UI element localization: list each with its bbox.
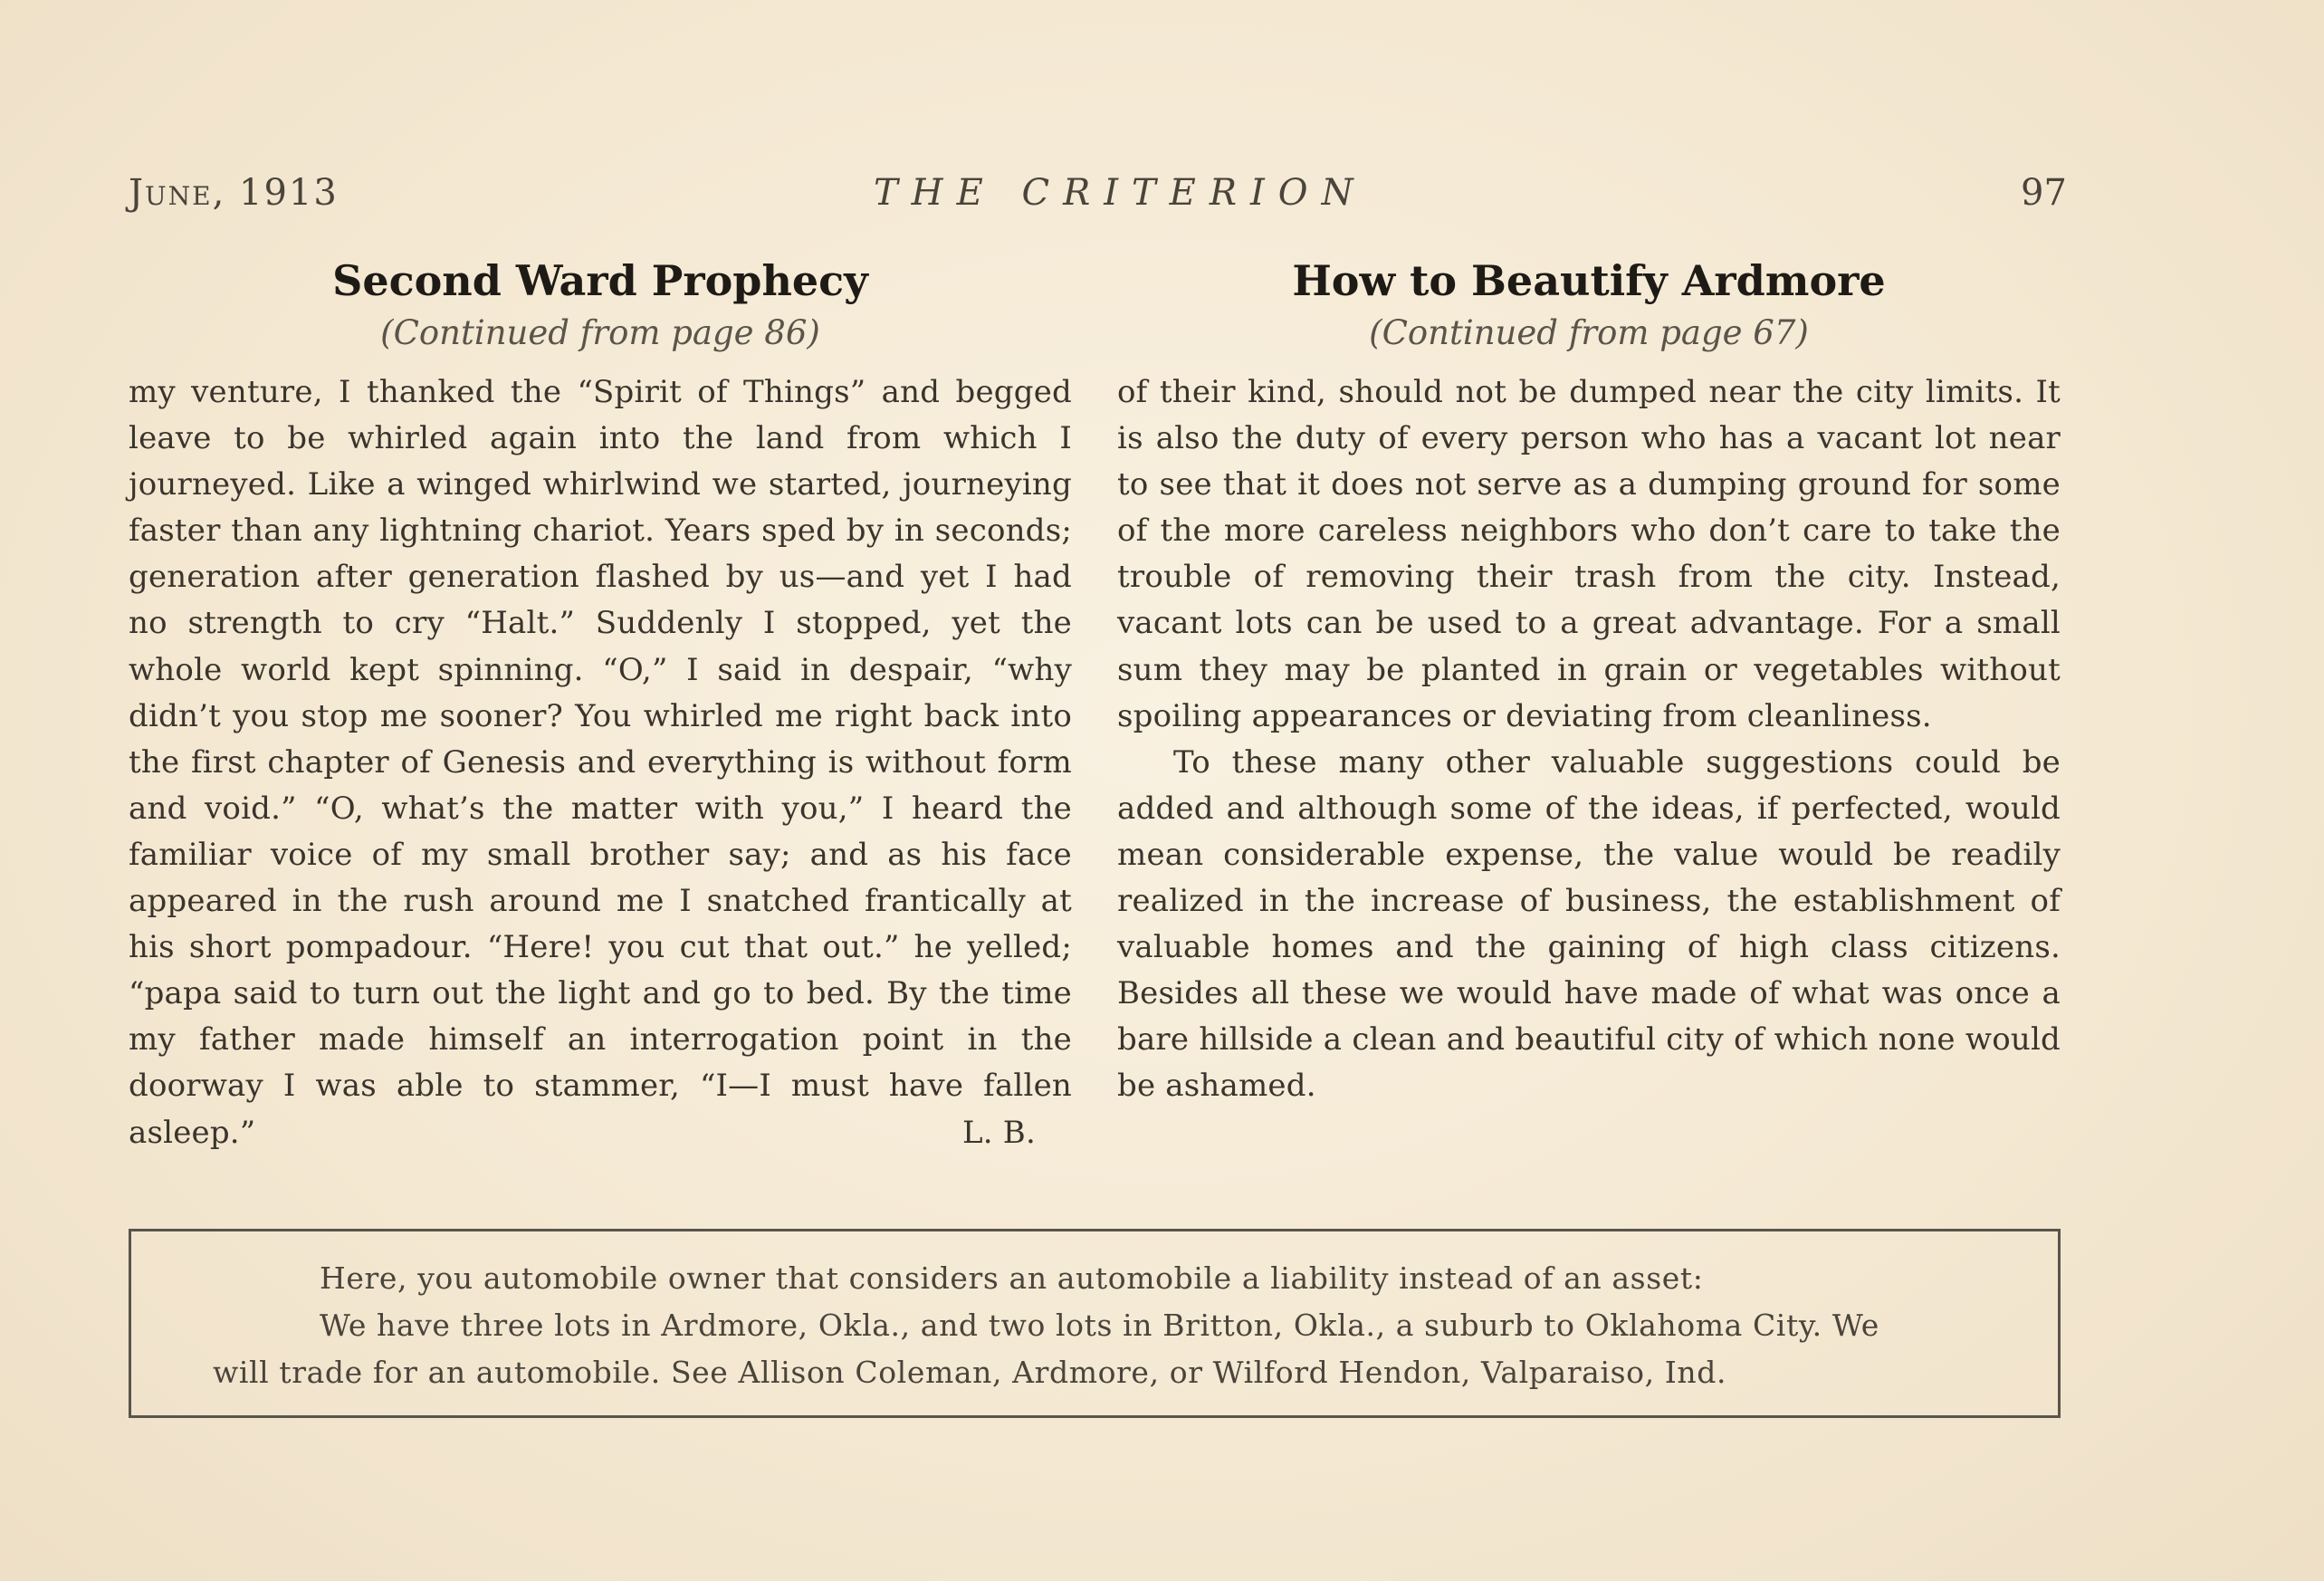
left-article-signature: L. B.: [962, 1114, 1036, 1151]
advertisement-line-3: will trade for an automobile. See Allison Coleman, Ardmore, or Wilford Hendon, Valparaiso, Ind.: [213, 1355, 1727, 1390]
left-article: [129, 254, 1072, 1156]
advertisement-line-1: Here, you automobile owner that considers an automobile a liability instead of an asset:: [320, 1260, 1704, 1296]
right-article-title: How to Beautify Ardmore: [1292, 256, 1886, 305]
advertisement-box: [129, 1229, 2061, 1418]
right-article-continued: (Continued from page 67): [1369, 313, 1809, 352]
right-article-paragraph-1: of their kind, should not be dumped near the city limits. It is also the duty of every person who has a vacant lot near to see that it does not serve as a dumping ground for some of the more careless neighbors who don’t care to take the trouble of removing their trash from the city. Instead, vacant lots can be used to a great advantage. For a small sum they may be planted in grain or vegetables without spoiling appearances or deviating from cleanliness.: [1117, 374, 2061, 734]
left-article-title: Second Ward Prophecy: [332, 256, 868, 305]
page-number: 97: [2021, 172, 2067, 214]
right-article-paragraph-2: To these many other valuable suggestions could be added and although some of the ideas, if perfected, would mean considerable expense, the value would be readily realized in the increase of business, the establishment of valuable homes and the gaining of high class citizens. Besides all these we would have made of what was once a bare hillside a clean and beautiful city of which none would be ashamed.: [1117, 743, 2061, 1105]
left-article-body: my venture, I thanked the “Spirit of Things” and begged leave to be whirled again into the land from which I journeyed. Like a winged whirlwind we started, journeying faster than any lightning chariot. Years sped by in seconds; generation after generation flashed by us—and yet I had no strength to cry “Halt.” Suddenly I stopped, yet the whole world kept spinning. “O,” I said in despair, “why didn’t you stop me sooner? You whirled me right back into the first chapter of Genesis and everything is without form and void.” “O, what’s the matter with you,” I heard the familiar voice of my small brother say; and as his face appeared in the rush around me I snatched frantically at his short pompadour. “Here! you cut that out.” he yelled; “papa said to turn out the light and go to bed. By the time my father made himself an interrogation point in the doorway I was able to stammer, “I—I must have fallen asleep.”: [129, 374, 1072, 1151]
advertisement-line-2: We have three lots in Ardmore, Okla., and two lots in Britton, Okla., a suburb to Oklahoma City. We: [320, 1308, 1879, 1343]
publication-title: THE CRITERION: [874, 172, 1367, 214]
left-article-paragraph: [129, 369, 1072, 1156]
right-article: [1117, 254, 2061, 1110]
left-article-continued: (Continued from page 86): [380, 313, 820, 352]
issue-date: June, 1913: [129, 172, 339, 214]
